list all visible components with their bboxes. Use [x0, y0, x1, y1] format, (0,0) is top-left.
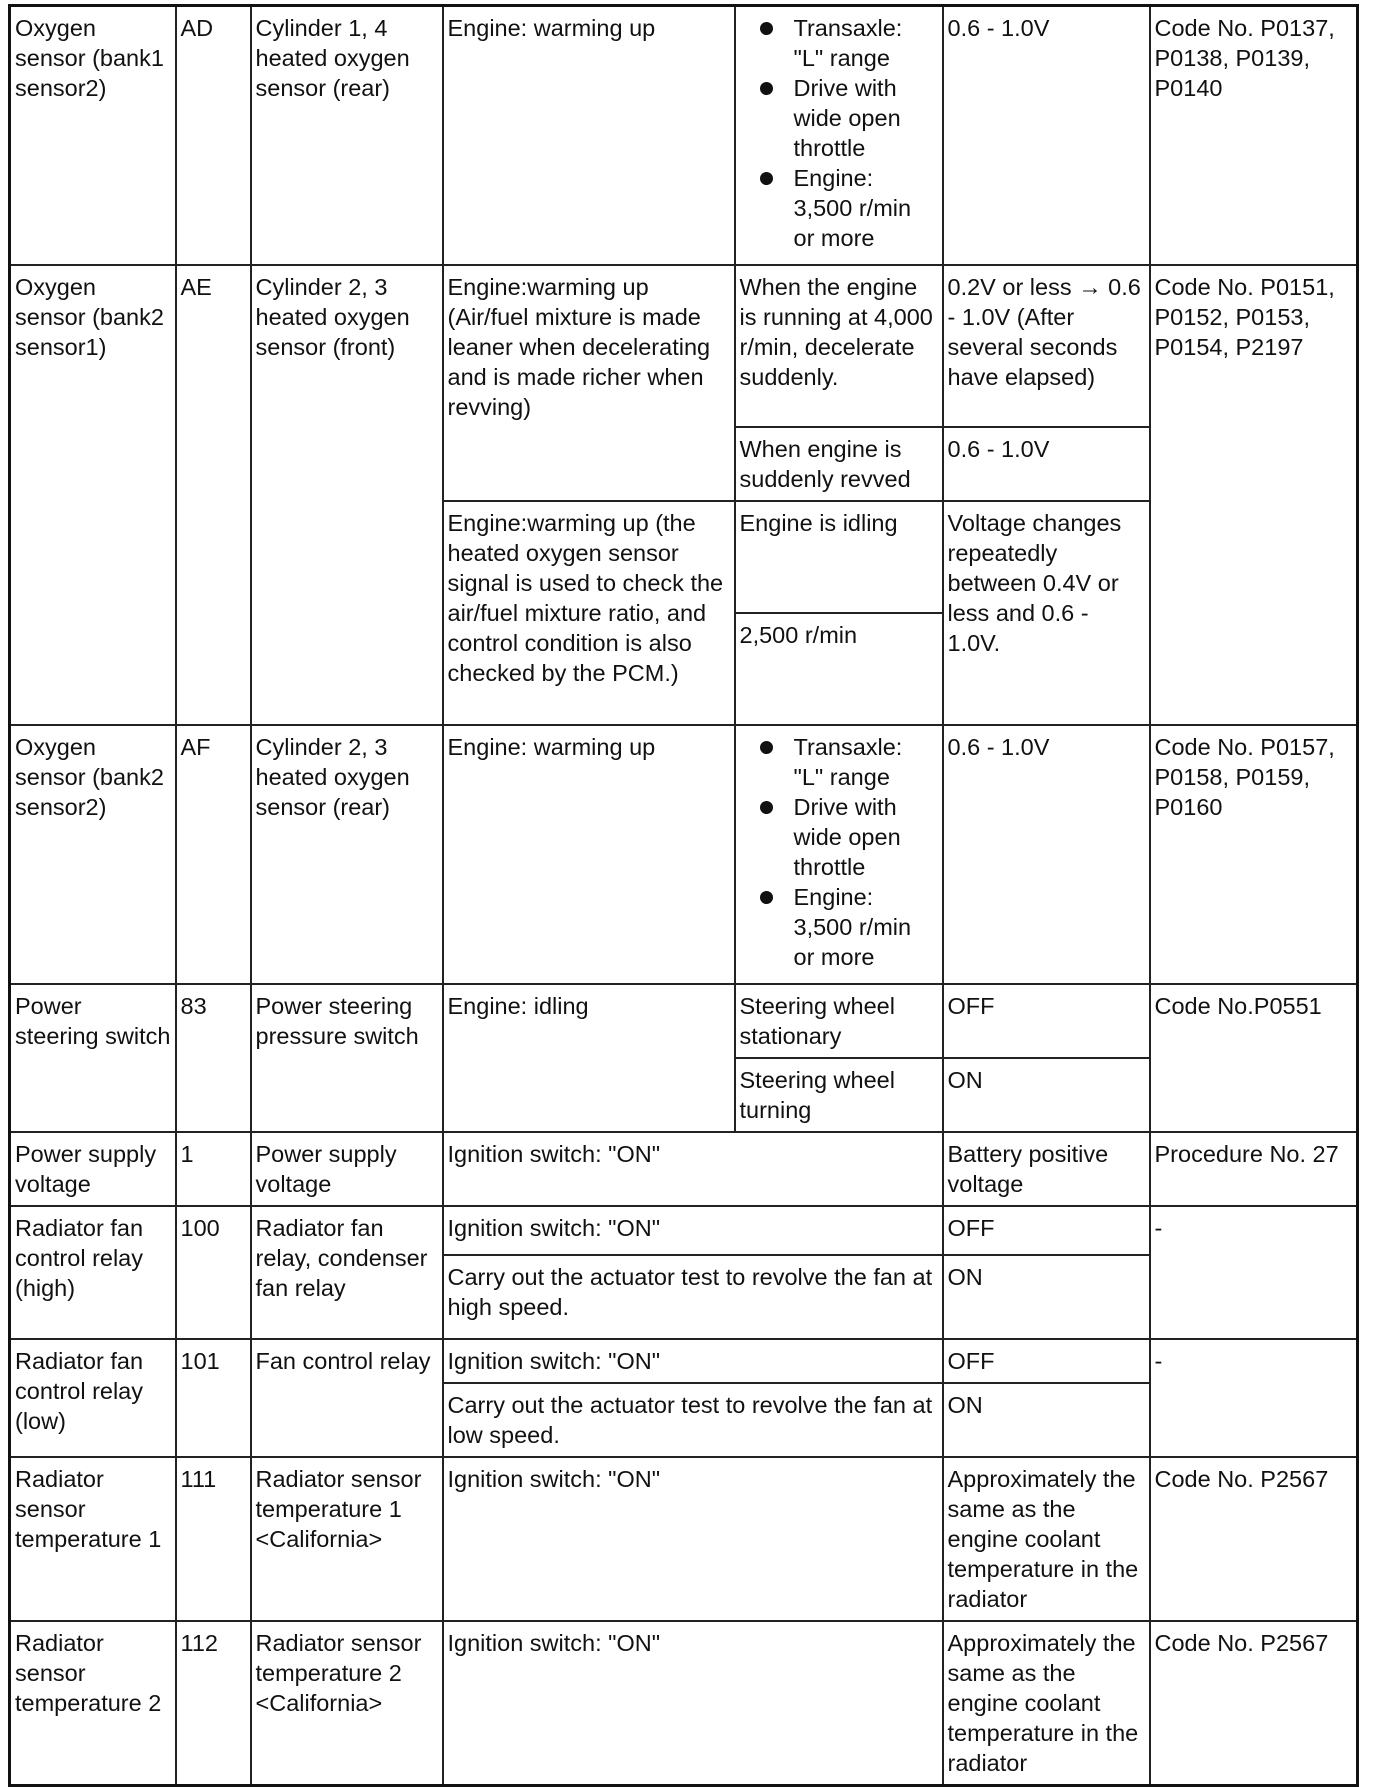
condition-cell: Steering wheel stationary: [735, 984, 943, 1058]
check-item-cell: Radiator sensor temperature 2 <California>: [251, 1621, 443, 1786]
bullet-text: Drive with wide open throttle: [793, 75, 901, 161]
condition-cell: 2,500 r/min: [735, 613, 943, 725]
procedure-cell: -: [1150, 1206, 1358, 1339]
requirement-cell: Ignition switch: "ON": [443, 1339, 943, 1383]
list-item: [760, 163, 938, 253]
item-no-cell: 112: [176, 1621, 251, 1786]
normal-condition-cell: Voltage changes repeatedly between 0.4V or less and 0.6 - 1.0V.: [943, 501, 1150, 725]
bullet-text: Drive with wide open throttle: [793, 793, 901, 880]
table-row: [10, 984, 1358, 1058]
item-cell: Power supply voltage: [10, 1132, 176, 1206]
normal-condition-cell: Battery positive voltage: [943, 1132, 1150, 1206]
check-item-cell: Power supply voltage: [251, 1132, 443, 1206]
bullet-icon: [760, 801, 773, 814]
normal-condition-cell: ON: [943, 1255, 1150, 1339]
requirement-cell: Engine:warming up (Air/fuel mixture is made leaner when decelerating and is made richer when revving): [443, 265, 735, 501]
normal-condition-cell: OFF: [943, 1339, 1150, 1383]
normal-condition-cell: 0.6 - 1.0V: [943, 427, 1150, 501]
condition-cell: When engine is suddenly revved: [735, 427, 943, 501]
bullet-text: Transaxle: "L" range: [793, 733, 903, 790]
bullet-icon: [760, 172, 773, 185]
item-cell: Radiator fan control relay (low): [10, 1339, 176, 1457]
check-item-cell: Cylinder 2, 3 heated oxygen sensor (rear): [251, 725, 443, 984]
normal-condition-cell: ON: [943, 1383, 1150, 1457]
bullet-icon: [760, 22, 773, 35]
requirement-cell: Ignition switch: "ON": [443, 1621, 943, 1786]
requirement-cell: Carry out the actuator test to revolve the fan at high speed.: [443, 1255, 943, 1339]
requirement-cell: Ignition switch: "ON": [443, 1206, 943, 1255]
normal-condition-cell: OFF: [943, 984, 1150, 1058]
list-item: [760, 792, 938, 882]
list-item: [760, 732, 938, 792]
list-item: [760, 73, 938, 163]
bullet-icon: [760, 891, 773, 904]
condition-list: [740, 13, 938, 253]
item-cell: Radiator fan control relay (high): [10, 1206, 176, 1339]
check-item-cell: Cylinder 2, 3 heated oxygen sensor (front): [251, 265, 443, 725]
table-row: [10, 265, 1358, 427]
normal-condition-cell: Approximately the same as the engine coolant temperature in the radiator: [943, 1621, 1150, 1786]
condition-list: [740, 732, 938, 972]
bullet-text: Engine: 3,500 r/min or more: [793, 883, 912, 970]
table-row: [10, 1339, 1358, 1383]
item-cell: Radiator sensor temperature 2: [10, 1621, 176, 1786]
requirement-cell: Ignition switch: "ON": [443, 1132, 943, 1206]
table-row: [10, 1132, 1358, 1206]
table-row: [10, 1457, 1358, 1621]
condition-cell: [735, 6, 943, 265]
item-no-cell: AE: [176, 265, 251, 725]
check-item-cell: Cylinder 1, 4 heated oxygen sensor (rear): [251, 6, 443, 265]
item-no-cell: AD: [176, 6, 251, 265]
bullet-text: Transaxle: "L" range: [793, 15, 903, 71]
item-no-cell: 111: [176, 1457, 251, 1621]
normal-condition-cell: Approximately the same as the engine coolant temperature in the radiator: [943, 1457, 1150, 1621]
bullet-icon: [760, 741, 773, 754]
table-row: [10, 6, 1358, 265]
normal-condition-cell: 0.6 - 1.0V: [943, 6, 1150, 265]
list-item: [760, 882, 938, 972]
procedure-cell: -: [1150, 1339, 1358, 1457]
item-cell: Oxygen sensor (bank2 sensor1): [10, 265, 176, 725]
normal-condition-cell: 0.2V or less → 0.6 - 1.0V (After several seconds have elapsed): [943, 265, 1150, 427]
requirement-cell: Engine:warming up (the heated oxygen sensor signal is used to check the air/fuel mixture ratio, and control condition is also checked by the PCM.): [443, 501, 735, 725]
normal-condition-cell: ON: [943, 1058, 1150, 1132]
item-cell: Radiator sensor temperature 1: [10, 1457, 176, 1621]
item-no-cell: 1: [176, 1132, 251, 1206]
table-row: [10, 725, 1358, 984]
procedure-cell: Code No. P0157, P0158, P0159, P0160: [1150, 725, 1358, 984]
requirement-cell: Engine: warming up: [443, 725, 735, 984]
normal-condition-cell: 0.6 - 1.0V: [943, 725, 1150, 984]
condition-cell: When the engine is running at 4,000 r/min, decelerate suddenly.: [735, 265, 943, 427]
condition-cell: Steering wheel turning: [735, 1058, 943, 1132]
procedure-cell: Code No. P0137, P0138, P0139, P0140: [1150, 6, 1358, 265]
table-row: [10, 1206, 1358, 1255]
item-no-cell: AF: [176, 725, 251, 984]
requirement-cell: Engine: warming up: [443, 6, 735, 265]
bullet-icon: [760, 82, 773, 95]
item-cell: Oxygen sensor (bank2 sensor2): [10, 725, 176, 984]
condition-cell: Engine is idling: [735, 501, 943, 613]
list-item: [760, 13, 938, 73]
condition-cell: [735, 725, 943, 984]
item-no-cell: 83: [176, 984, 251, 1132]
spec-document: [8, 4, 1356, 1776]
normal-condition-cell: OFF: [943, 1206, 1150, 1255]
item-cell: Oxygen sensor (bank1 sensor2): [10, 6, 176, 265]
item-no-cell: 100: [176, 1206, 251, 1339]
bullet-text: Engine: 3,500 r/min or more: [793, 165, 912, 251]
requirement-cell: Carry out the actuator test to revolve the fan at low speed.: [443, 1383, 943, 1457]
check-item-cell: Fan control relay: [251, 1339, 443, 1457]
item-cell: Power steering switch: [10, 984, 176, 1132]
requirement-cell: Ignition switch: "ON": [443, 1457, 943, 1621]
procedure-cell: Code No. P0151, P0152, P0153, P0154, P2197: [1150, 265, 1358, 725]
check-item-cell: Radiator sensor temperature 1 <California>: [251, 1457, 443, 1621]
check-item-cell: Power steering pressure switch: [251, 984, 443, 1132]
table-row: [10, 1621, 1358, 1786]
procedure-cell: Procedure No. 27: [1150, 1132, 1358, 1206]
procedure-cell: Code No. P2567: [1150, 1621, 1358, 1786]
item-no-cell: 101: [176, 1339, 251, 1457]
inspection-table: [8, 4, 1359, 1787]
procedure-cell: Code No. P2567: [1150, 1457, 1358, 1621]
requirement-cell: Engine: idling: [443, 984, 735, 1132]
procedure-cell: Code No.P0551: [1150, 984, 1358, 1132]
check-item-cell: Radiator fan relay, condenser fan relay: [251, 1206, 443, 1339]
